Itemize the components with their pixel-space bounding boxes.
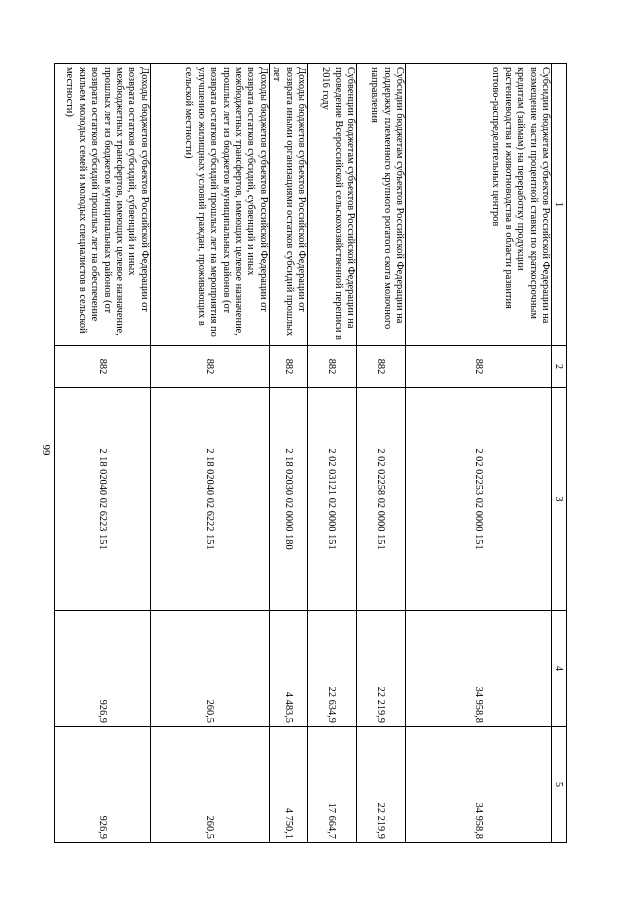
table-row	[150, 64, 269, 843]
column-header: 3	[552, 388, 567, 611]
row-amount-fact: 4 750,1	[269, 727, 307, 843]
table-row	[308, 64, 357, 843]
row-admin-code: 882	[308, 346, 357, 388]
row-amount-fact: 17 664,7	[308, 727, 357, 843]
row-amount-plan: 22 634,9	[308, 611, 357, 727]
page-number: 66	[41, 444, 53, 456]
row-description: Субвенции бюджетам субъектов Российской Федерации на проведение Всероссийской сельскохозяйственной переписи в 2016 году	[308, 64, 357, 346]
row-description: Субсидии бюджетам субъектов Российской Федерации на возмещение части процентной ставки по краткосрочным кредитам (займам) на переработку продукции растениеводства и животноводства в области развития оптово-распределительных центров	[406, 64, 552, 346]
row-amount-plan: 4 483,5	[269, 611, 307, 727]
row-budget-code: 2 18 02040 02 6222 151	[150, 388, 269, 611]
row-budget-code: 2 18 02040 02 6223 151	[54, 388, 150, 611]
row-budget-code: 2 02 03121 02 0000 151	[308, 388, 357, 611]
row-description: Доходы бюджетов субъектов Российской Федерации от возврата остатков субсидий, субвенций и иных межбюджетных трансфертов, имеющих целевое назначение, прошлых лет из бюджетов муниципальных районов (от возврата остатков субсидий прошлых лет на мероприятия по улучшению жилищных условий граждан, проживающих в сельской местности)	[150, 64, 269, 346]
row-amount-fact: 22 219,9	[357, 727, 406, 843]
table-row	[406, 64, 552, 843]
column-header: 5	[552, 727, 567, 843]
row-amount-plan: 260,5	[150, 611, 269, 727]
row-admin-code: 882	[357, 346, 406, 388]
row-budget-code: 2 18 02030 02 0000 180	[269, 388, 307, 611]
row-amount-plan: 34 958,8	[406, 611, 552, 727]
row-amount-fact: 260,5	[150, 727, 269, 843]
row-admin-code: 882	[406, 346, 552, 388]
column-header: 1	[552, 64, 567, 346]
table-header-row	[552, 64, 567, 843]
row-amount-fact: 926,9	[54, 727, 150, 843]
row-description: Доходы бюджетов субъектов Российской Федерации от возврата остатков субсидий, субвенций и иных межбюджетных трансфертов, имеющих целевое назначение, прошлых лет из бюджетов муниципальных районов (от возврата остатков субсидий прошлых лет на обеспечение жильем молодых семей и молодых специалистов в сельской местности)	[54, 64, 150, 346]
column-header: 4	[552, 611, 567, 727]
table-row	[357, 64, 406, 843]
table-row	[54, 64, 150, 843]
row-amount-plan: 22 219,9	[357, 611, 406, 727]
column-header: 2	[552, 346, 567, 388]
row-description: Доходы бюджетов субъектов Российской Федерации от возврата иными организациями остатков субсидий прошлых лет	[269, 64, 307, 346]
budget-table	[54, 63, 567, 843]
row-budget-code: 2 02 02258 02 0000 151	[357, 388, 406, 611]
row-admin-code: 882	[150, 346, 269, 388]
row-amount-fact: 34 958,8	[406, 727, 552, 843]
row-admin-code: 882	[269, 346, 307, 388]
row-admin-code: 882	[54, 346, 150, 388]
row-description: Субсидии бюджетам субъектов Российской Федерации на поддержку племенного крупного рогатого скота молочного направления	[357, 64, 406, 346]
rotated-table-container	[64, 63, 567, 842]
table-row	[269, 64, 307, 843]
row-amount-plan: 926,9	[54, 611, 150, 727]
row-budget-code: 2 02 02253 02 0000 151	[406, 388, 552, 611]
